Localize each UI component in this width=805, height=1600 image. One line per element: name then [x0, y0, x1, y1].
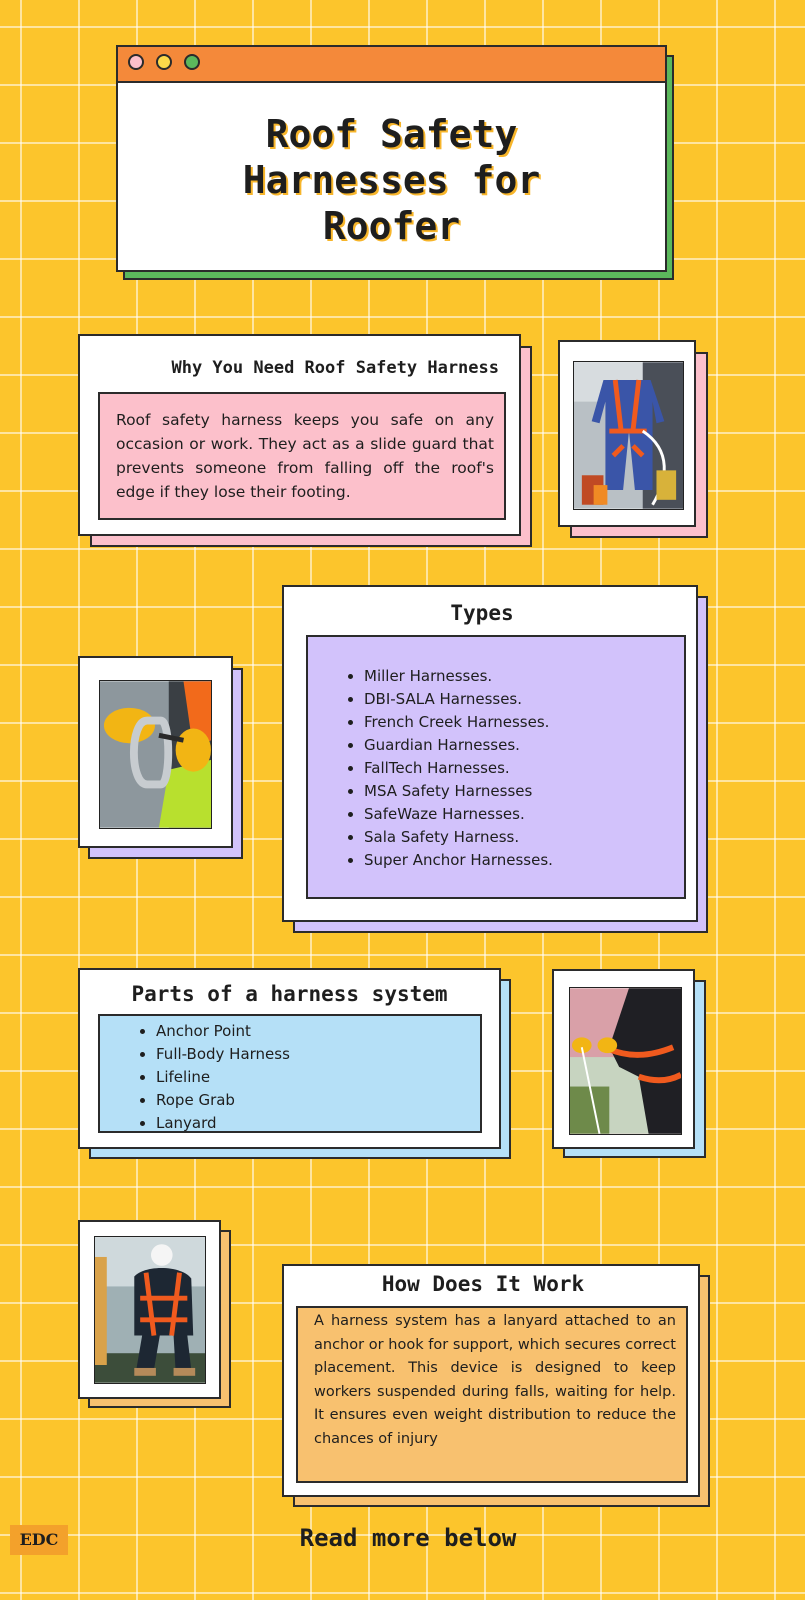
list-item: • Lanyard: [156, 1112, 480, 1135]
photo1-frame: [558, 340, 696, 527]
types-heading: Types: [450, 601, 514, 625]
photo4-frame: [78, 1220, 221, 1399]
parts-heading: Parts of a harness system: [131, 982, 448, 1006]
roofer-worker-photo: [94, 1236, 206, 1384]
why-text-box: Roof safety harness keeps you safe on any occasion or work. They act as a slide guard that prevents someone from falling off the roof's edge if they lose their footing.: [98, 392, 506, 520]
list-item: • Full-Body Harness: [156, 1043, 480, 1066]
harness-suit-photo: [573, 361, 684, 510]
how-card: [282, 1264, 700, 1497]
types-list: [308, 665, 684, 872]
list-item: • Super Anchor Harnesses.: [364, 849, 684, 872]
list-item: • FallTech Harnesses.: [364, 757, 684, 780]
why-card: [78, 334, 521, 536]
types-list-box: [306, 635, 686, 899]
parts-list: [100, 1020, 480, 1135]
list-item: • Rope Grab: [156, 1089, 480, 1112]
how-heading: How Does It Work: [381, 1272, 585, 1296]
title-window: [116, 45, 667, 272]
list-item: • MSA Safety Harnesses: [364, 780, 684, 803]
carabiner-photo: [99, 680, 212, 829]
brand-logo: EDC: [10, 1525, 68, 1555]
page-title: Roof Safety Harnesses for Roofer: [242, 112, 541, 248]
types-card: [282, 585, 698, 922]
why-heading: Why You Need Roof Safety Harness: [171, 358, 499, 378]
list-item: • Anchor Point: [156, 1020, 480, 1043]
list-item: • French Creek Harnesses.: [364, 711, 684, 734]
list-item: • Lifeline: [156, 1066, 480, 1089]
list-item: • Guardian Harnesses.: [364, 734, 684, 757]
parts-card: [78, 968, 501, 1149]
harness-leg-photo: [569, 987, 682, 1135]
how-text-box: A harness system has a lanyard attached to an anchor or hook for support, which secures correct placement. This device is designed to keep workers suspended during falls, waiting for help. It ensures even weight distribution to reduce the chances of injury: [296, 1306, 688, 1483]
window-dot-green-icon: [184, 54, 200, 70]
list-item: • Sala Safety Harness.: [364, 826, 684, 849]
window-dot-pink-icon: [128, 54, 144, 70]
list-item: • DBI-SALA Harnesses.: [364, 688, 684, 711]
title-window-bar: [118, 47, 665, 83]
list-item: • SafeWaze Harnesses.: [364, 803, 684, 826]
read-more-link[interactable]: Read more below: [299, 1524, 517, 1552]
parts-list-box: [98, 1014, 482, 1133]
photo2-frame: [78, 656, 233, 848]
list-item: • Miller Harnesses.: [364, 665, 684, 688]
photo3-frame: [552, 969, 695, 1149]
window-dot-yellow-icon: [156, 54, 172, 70]
